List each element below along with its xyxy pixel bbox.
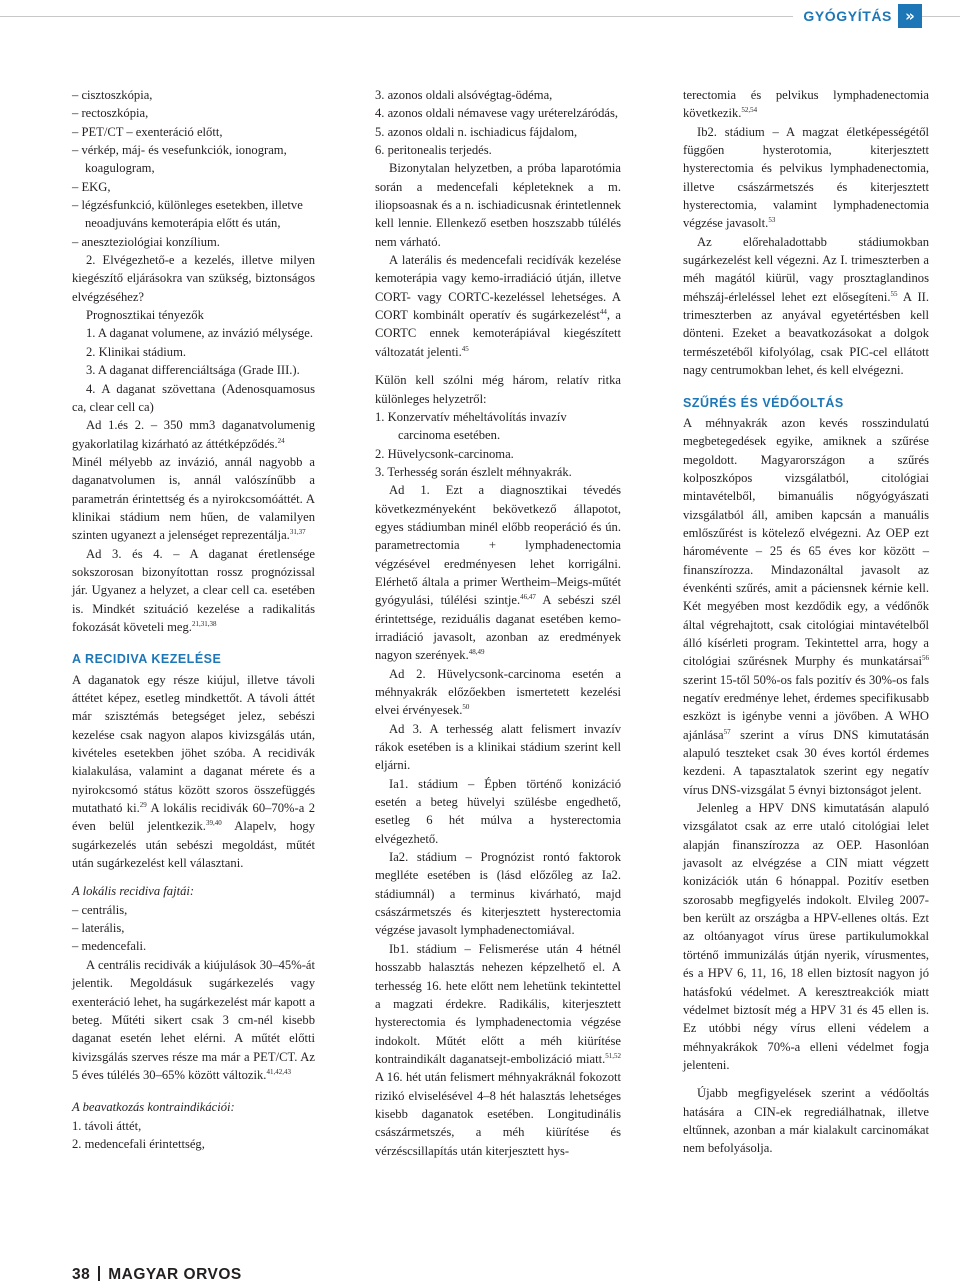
paragraph: Ad 3. A terhesség alatt felismert invazív rákok esetében is a klinikai stádium szerint kell eljárni. [375,721,621,773]
citation: 52,54 [741,106,758,115]
numbered-item: 6. peritonealis terjedés. [375,143,492,158]
paragraph-text: Ad 3. és 4. – A daganat éretlensége sokszorosan bizonyítottan rossz prognózissal jár. Ugyanez a helyzet, a clear cell ca. esetében is. Mindkét szituáció kezelése a radikalitás fokozását követeli meg. [72,546,315,634]
list-item: – cisztoszkópia, [72,88,153,102]
paragraph-text: Ad 1. Ezt a diagnosztikai tévedés következményeként bekövetkező állapotot, egyes stádiumban minél előbb reoperáció és ún. parametrectomia + lymphadenectomia végzésével eredményesen lehet korrigálni. Elérhető általa a primer Wertheim–Meigs-műtét gyógyulási, túlélési szintje. [375,483,621,608]
subheading: Prognosztikai tényezők [86,308,204,323]
citation: 50 [462,703,470,712]
list-item: – légzésfunkció, különleges esetekben, illetve neoadjuváns kemoterápia előtt és után, [72,198,303,231]
citation: 51,52 [605,1051,621,1060]
list-item: – centrális, [72,902,128,917]
numbered-item: 3. Terhesség során észlelt méhnyakrák. [375,464,572,479]
paragraph [375,251,621,361]
paragraph: 2. Elvégezhető-e a kezelés, illetve milyen kiegészítő eljárásokra van szükség, biztonságos elvégzéséhez? [72,253,315,304]
list-title: A lokális recidiva fajtái: [72,884,195,899]
double-chevron-icon: » [898,4,922,28]
column-1 [72,86,315,1153]
column-3 [683,86,929,1158]
citation: 57 [723,727,731,736]
paragraph [72,671,315,873]
citation: 46,47 [520,593,536,602]
column-2 [375,86,621,1160]
citation: 29 [139,801,147,810]
paragraph-text: Ib2. stádium – A magzat életképességétől függően hysterotomia, kiterjesztett hysterectomia és pelvikus lymphadenectomia, illetve császármetszés és kiterjesztett hysterectomia, valamint lymphadenectomia végzése javasolt. [683,124,929,231]
numbered-item: 4. azonos oldali némavese vagy uréterelzáródás, [375,106,619,121]
numbered-item: 3. A daganat differenciáltsága (Grade III.). [86,363,300,378]
numbered-item: 1. A daganat volumene, az invázió mélysége. [86,326,313,341]
footer-divider [98,1266,100,1281]
paragraph-text: A centrális recidivák a kiújulások 30–45%-át jelentik. Megoldásuk sugárkezelés vagy exenteráció lehet, ha sugárkezelést már kapott a beteg. Műtéti sikert csak 3 cm-nél kisebb daganat esetén lehet elérni. A műtét előtti kivizsgálás szerves része ma már a PET/CT. Az 5 éves túlélés 30–65% között változik. [72,957,315,1082]
paragraph [72,416,315,453]
list-item: – medencefali. [72,939,147,954]
numbered-item: 5. azonos oldali n. ischiadicus fájdalom, [375,124,578,139]
paragraph [72,545,315,637]
paragraph [683,86,929,123]
citation: 48,49 [468,648,485,657]
paragraph-text: A méhnyakrák azon kevés rosszindulatú megbetegedések egyike, amiknek a szűrése megoldott. Magyarországon a szűrés kolposzkópos vizsgálatból, citológiai mintavételből, bimanuális nőgyógyászati vizsgálatból áll, amiben kapcsán a manuális emlőszűrést is kötelező elvégezni. Az OEP ezt háromévente – 25 és 65 éves kor között – finanszírozza. Mindazonáltal javasolt az évenkénti szűrés, amit a páciensnek kérnie kell. Két megyében most kezdődik egy, a védőnők által végrehajtott, csak citológiai mintavételből álló kísérleti program. Tekintettel arra, hogy a citológiai szűrésnek Murphy és munkatársai [683,415,929,669]
numbered-item: 2. Hüvelycsonk-carcinoma. [375,446,514,461]
paragraph-text: Ad 2. Hüvelycsonk-carcinoma esetén a méhnyakrák előzőekben ismertetett kezelési elvei érvényesek. [375,666,621,718]
paragraph: Ia2. stádium – Prognózist rontó faktorok meglléte esetében is (lásd előzőleg az Ia2. stádiumnál) a terminus kivárható, majd császármetszés és kiterjesztett hysterectomia végzése javasolt lymphadenectomiával. [375,850,621,938]
citation: 45 [461,344,469,353]
paragraph: Bizonytalan helyzetben, a próba laparotómia során a medencefali képleteknek a m. iliopsoasnak és a n. ischiadicusnak érintetlennek kell lennie. Ellenkező esetben hoszszabb túlélés nem várható. [375,161,621,249]
page-footer [72,1266,242,1284]
paragraph-text: szerint 15-től 50%-os fals pozitív és 30%-os fals negatív eredménye lehet, érdemes specifikusabb eszközt is igénybe venni a jövőben. A WHO ajánlása [683,672,929,742]
numbered-item: 3. azonos oldali alsóvégtag-ödéma, [375,88,553,102]
paragraph-text: Minél mélyebb az invázió, annál nagyobb a daganatvolumen is, annál valószínűbb a parametrán érintettség és a nyirokcsomóáttét. A klinikai stádium nem hűen, de valamilyen szinten ugyanezt a jelenséget reprezentálja. [72,454,315,543]
numbered-item: 1. Konzervatív méheltávolítás invazív carcinoma esetében. [375,409,567,443]
paragraph [72,956,315,1084]
paragraph-text: A 16. hét után felismert méhnyakráknál fokozott rizikó elviselésével 4–8 hét halasztás lehetséges kisebb daganatok esetében. Longitudinális császármetszés, a méh kiürítése és vérzéscsillapítás után kiterjesztett hys- [375,1070,621,1158]
paragraph-text: A laterális és medencefali recidívák kezelése kemoterápia vagy kemo-irradiáció útján, illetve CORT- vagy CORTC-kezeléssel lehetséges. A CORT kombinált operatív és sugárkezelést [375,253,621,323]
paragraph: Ia1. stádium – Épben történő konizáció esetén a beteg hüvelyi szülésbe engedhető, esetleg 6 hét múlva a hysterectomia elvégezhető. [375,776,621,846]
list-item: – laterális, [72,921,125,936]
paragraph-text: szerint a vírus DNS kimutatásán alapuló teszteket csak 30 éves kortól érdemes kezdeni. A tapasztalatok szerint egy negatív vírus DNS-vizsgálat 5 évnyi biztonságot jelent. [683,727,929,797]
paragraph [683,123,929,233]
paragraph-text: Ad 1.és 2. – 350 mm3 daganatvolumenig gyakorlatilag kizárható az áttétképződés. [72,418,315,451]
numbered-item: 2. medencefali érintettség, [72,1136,205,1151]
paragraph-text: , a CORTC ennek kemoterápiával kiegészített változatát jelenti. [375,308,621,359]
list-title: A beavatkozás kontraindikációi: [72,1100,235,1115]
section-label [793,4,922,28]
citation: 55 [890,289,898,298]
paragraph: Külön kell szólni még három, relatív ritka különleges helyzetről: [375,373,621,406]
paragraph-text: A sebészi szél érintettsége, reziduális daganat esetében kemo-irradiáció javasolt, azonban az eredmények nagyon szerények. [375,593,621,663]
citation: 39,40 [205,819,222,828]
section-title: GYÓGYÍTÁS [803,8,892,24]
citation: 31,37 [289,528,306,537]
paragraph [72,453,315,545]
paragraph-text: Alapelv, hogy sugárkezelés után sebészi megoldást, műtét után sugárkezelést kell választani. [72,819,315,871]
citation: 24 [277,436,285,445]
citation: 21,31,38 [191,619,217,628]
numbered-item: 4. A daganat szövettana (Adenosquamosus ca, clear cell ca) [72,381,315,414]
citation: 56 [922,654,929,663]
journal-name: MAGYAR ORVOS [108,1266,242,1283]
paragraph: Újabb megfigyelések szerint a védőoltás hatására a CIN-ek regrediálhatnak, illetve eltűnnek, azonban a már kialakult carcinomákat nem befolyásolja. [683,1086,929,1156]
paragraph [683,233,929,380]
paragraph-text: terectomia és pelvikus lymphadenectomia következik. [683,88,929,121]
section-heading: SZŰRÉS ÉS VÉDŐOLTÁS [683,395,844,410]
numbered-item: 2. Klinikai stádium. [86,344,187,359]
list-item: – PET/CT – exenteráció előtt, [72,124,223,139]
citation: 41,42,43 [266,1067,291,1076]
paragraph [375,665,621,720]
paragraph: Jelenleg a HPV DNS kimutatásán alapuló vizsgálatot csak az erre utaló citológiai lelet alapján finanszírozza az OEP. Hasonlóan javasolt az elvégzése a CIN miatt végzett konizációk után 6 hónappal. Pozitív esetben szorosabb megfigyelés indokolt. Elvileg 2007-ben került az országba a HPV-ellenes oltás. Ezt az oltóanyagot vírus ürese partikulumokkal történő immunizálás útján nyerik, vírusmentes, és a HPV 6, 11, 16, 18 ellen biztosít nagyon jó hatásfokú védelmet. A keresztreakciók miatt védelmet biztosít még a HPV 31 és 45 ellen is. Ez utóbbi négy vírus elleni védelem a méhnyakrákok 70%-a elleni védelmet fogja jelenteni. [683,801,929,1072]
citation: 53 [768,216,776,225]
section-heading: A RECIDIVA KEZELÉSE [72,652,222,667]
list-item: – vérkép, máj- és vesefunkciók, ionogram, koagulogram, [72,143,287,176]
citation: 44 [599,308,607,317]
paragraph-text: A daganatok egy része kiújul, illetve távoli áttétet képez, esetleg mindkettőt. A távoli áttét már szisztémás betegséget jelez, sebészi kezelése csak nagyon alapos kivizsgálás után, kivételes esetekben jöhet szóba. A recidivák kialakulása, valamint a daganat mérete és a nyirokcsomó státus között szoros összefüggés mutatható ki. [72,672,315,816]
paragraph-text: Ib1. stádium – Felismerése után 4 hétnél hosszabb halasztás nehezen képzelhető el. A terhesség 16. hete előtt nem lehetünk tekintettel a magzati érdekre. Radikális, kiterjesztett hysterectomia és lymphadenectomia végzése indokolt. Műtét előtt a méh kiürítése kontraindikált daganatsejt-embolizáció miatt. [375,941,621,1066]
list-item: – aneszteziológiai konzílium. [72,234,220,249]
list-item: – rectoszkópia, [72,106,149,121]
paragraph-text: A II. trimeszterben az anyával egyetértésben kell dönteni. Ezeket a beavatkozásokat a dolgok természetéből kifolyólag, csak PIC-cel ellátott nagy centrumokban lehet, és kell elvégezni. [683,289,929,378]
paragraph-text: Az előrehaladottabb stádiumokban sugárkezelést kell végezni. Az I. trimeszterben a méh magától kiürül, vagy prosztaglandinos méhszáj-érleléssel lehet ezt elősegíteni. [683,234,929,304]
paragraph-text: A lokális recidivák 60–70%-a 2 éven belül jelentkezik. [72,801,315,834]
list-item: – EKG, [72,179,111,194]
paragraph [683,414,929,799]
numbered-item: 1. távoli áttét, [72,1118,142,1133]
page-number: 38 [72,1266,91,1283]
header-bar [0,0,960,36]
paragraph [375,481,621,664]
paragraph [375,940,621,1160]
